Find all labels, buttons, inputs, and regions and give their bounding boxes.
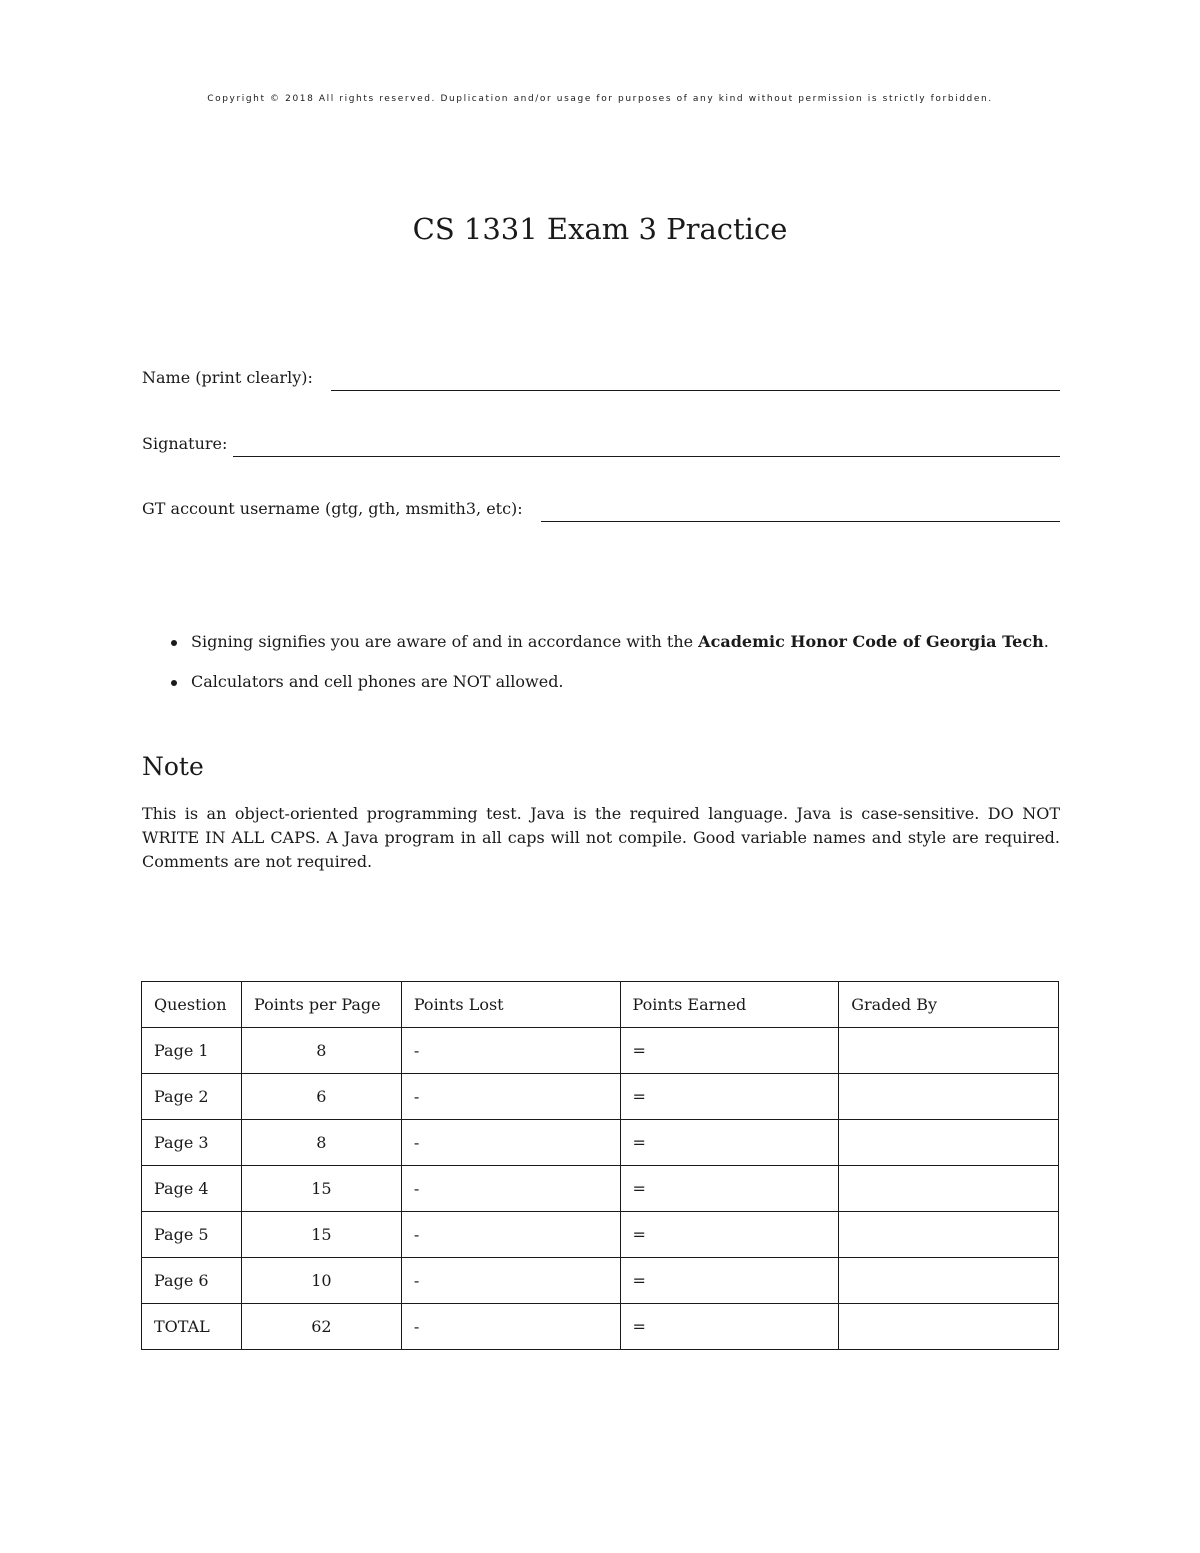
- cell-question: Page 1: [142, 1028, 242, 1074]
- copyright-notice: Copyright © 2018 All rights reserved. Duplication and/or usage for purposes of any kind without permission is strictly forbidden.: [207, 94, 993, 104]
- calculators-text: Calculators and cell phones are NOT allowed.: [191, 672, 564, 691]
- header-points-per-page: Points per Page: [241, 982, 401, 1028]
- honor-code-text: Signing signifies you are aware of and in accordance with the: [191, 632, 699, 651]
- cell-question: Page 2: [142, 1074, 242, 1120]
- cell-points-lost[interactable]: -: [401, 1166, 620, 1212]
- note-paragraph: This is an object-oriented programming test. Java is the required language. Java is case-sensitive. DO NOT WRITE IN ALL CAPS. A Java program in all caps will not compile. Good variable names and style are required. Comments are not required.: [142, 804, 1060, 871]
- cell-graded-by[interactable]: [839, 1028, 1059, 1074]
- cell-points: 8: [241, 1028, 401, 1074]
- cell-question: Page 4: [142, 1166, 242, 1212]
- table-row: [142, 1120, 1059, 1166]
- username-blank-line[interactable]: [541, 507, 1060, 522]
- list-item-honor-code: [142, 630, 1060, 654]
- note-heading: Note: [142, 752, 204, 781]
- cell-points: 15: [241, 1166, 401, 1212]
- page-title: CS 1331 Exam 3 Practice: [412, 212, 788, 246]
- cell-points-earned[interactable]: =: [620, 1212, 839, 1258]
- cell-points-earned[interactable]: =: [620, 1120, 839, 1166]
- cell-points-lost[interactable]: -: [401, 1074, 620, 1120]
- bullet-icon: [171, 680, 177, 686]
- signature-field[interactable]: [142, 434, 1060, 453]
- table-row: [142, 1166, 1059, 1212]
- cell-question: TOTAL: [142, 1304, 242, 1350]
- table-row: [142, 1028, 1059, 1074]
- cell-points-lost[interactable]: -: [401, 1258, 620, 1304]
- instructions-list: [142, 630, 1060, 710]
- cell-graded-by[interactable]: [839, 1258, 1059, 1304]
- cell-points: 6: [241, 1074, 401, 1120]
- cell-points-earned[interactable]: =: [620, 1166, 839, 1212]
- cell-points-lost[interactable]: -: [401, 1028, 620, 1074]
- table-header-row: [142, 982, 1059, 1028]
- cell-graded-by[interactable]: [839, 1212, 1059, 1258]
- cell-graded-by[interactable]: [839, 1166, 1059, 1212]
- list-item-calculators: [142, 670, 1060, 694]
- cell-points-earned[interactable]: =: [620, 1258, 839, 1304]
- cell-points-lost[interactable]: -: [401, 1304, 620, 1350]
- cell-points: 10: [241, 1258, 401, 1304]
- cell-points-earned[interactable]: =: [620, 1074, 839, 1120]
- cell-points-lost[interactable]: -: [401, 1120, 620, 1166]
- grading-table: [141, 981, 1059, 1350]
- username-label: GT account username (gtg, gth, msmith3, etc):: [142, 499, 523, 518]
- cell-points: 62: [241, 1304, 401, 1350]
- cell-question: Page 5: [142, 1212, 242, 1258]
- header-question: Question: [142, 982, 242, 1028]
- name-label: Name (print clearly):: [142, 368, 313, 387]
- table-row: [142, 1258, 1059, 1304]
- header-graded-by: Graded By: [839, 982, 1059, 1028]
- cell-graded-by[interactable]: [839, 1074, 1059, 1120]
- signature-blank-line[interactable]: [233, 442, 1060, 457]
- cell-points-lost[interactable]: -: [401, 1212, 620, 1258]
- bullet-icon: [171, 640, 177, 646]
- header-points-lost: Points Lost: [401, 982, 620, 1028]
- cell-points-earned[interactable]: =: [620, 1028, 839, 1074]
- table-row: [142, 1074, 1059, 1120]
- table-row-total: [142, 1304, 1059, 1350]
- cell-points: 15: [241, 1212, 401, 1258]
- name-field[interactable]: [142, 368, 1060, 387]
- cell-graded-by[interactable]: [839, 1120, 1059, 1166]
- cell-points-earned[interactable]: =: [620, 1304, 839, 1350]
- honor-code-period: .: [1043, 632, 1049, 651]
- signature-label: Signature:: [142, 434, 228, 453]
- header-points-earned: Points Earned: [620, 982, 839, 1028]
- username-field[interactable]: [142, 499, 1060, 518]
- cell-graded-by[interactable]: [839, 1304, 1059, 1350]
- cell-question: Page 3: [142, 1120, 242, 1166]
- cell-points: 8: [241, 1120, 401, 1166]
- name-blank-line[interactable]: [331, 376, 1060, 391]
- cell-question: Page 6: [142, 1258, 242, 1304]
- honor-code-bold: Academic Honor Code of Georgia Tech: [698, 632, 1044, 651]
- table-row: [142, 1212, 1059, 1258]
